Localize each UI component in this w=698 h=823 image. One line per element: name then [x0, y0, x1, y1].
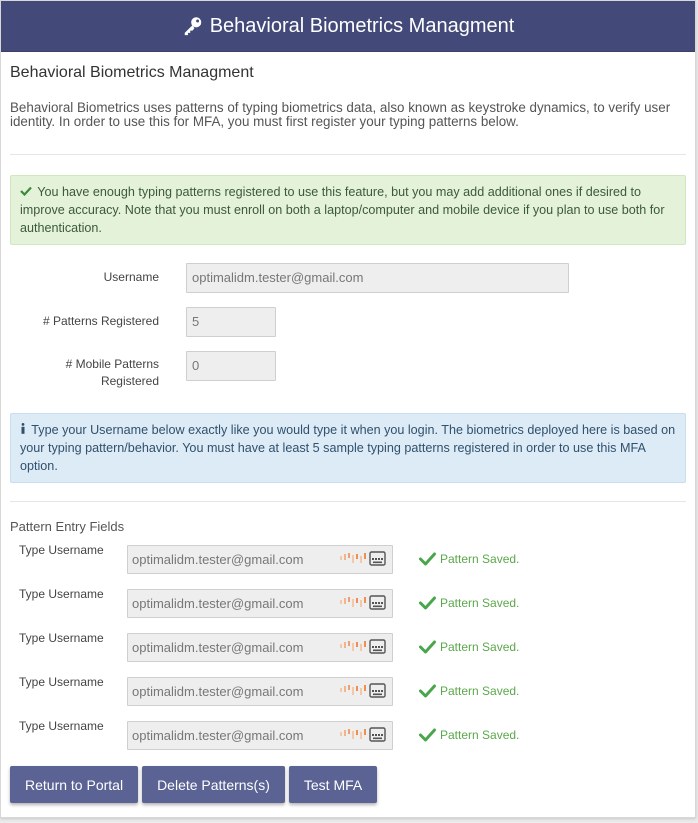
- pattern-entry-label: Type Username: [19, 719, 104, 733]
- check-icon: [419, 684, 436, 698]
- pattern-status-text: Pattern Saved.: [440, 596, 520, 610]
- check-icon: [419, 640, 436, 654]
- info-alert: [10, 413, 686, 483]
- pattern-entry-label: Type Username: [19, 631, 104, 645]
- pattern-entry-row: [10, 625, 686, 669]
- intro-text: Behavioral Biometrics uses patterns of typing biometrics data, also known as keystroke dynamics, to verify user identity. In order to use this for MFA, you must first register your typing patterns below.: [10, 100, 671, 129]
- pattern-entry-input[interactable]: [127, 633, 393, 662]
- header-title: Behavioral Biometrics Managment: [209, 14, 515, 37]
- patterns-registered-label: # Patterns Registered: [42, 314, 159, 328]
- pattern-entry-input[interactable]: [127, 589, 393, 618]
- check-icon: [419, 728, 436, 742]
- pattern-status: [419, 552, 519, 566]
- pattern-entry-row: [10, 713, 686, 757]
- pattern-entry-value: optimalidm.tester@gmail.com: [132, 595, 304, 611]
- pattern-status-text: Pattern Saved.: [440, 640, 520, 654]
- mobile-patterns-field[interactable]: 0: [186, 351, 276, 381]
- pattern-status-text: Pattern Saved.: [440, 552, 520, 566]
- pattern-entry-input[interactable]: [127, 721, 393, 750]
- pattern-entry-value: optimalidm.tester@gmail.com: [132, 639, 304, 655]
- divider: [10, 154, 686, 155]
- pattern-entry-label: Type Username: [19, 587, 104, 601]
- typing-biometrics-icon: [340, 551, 388, 567]
- patterns-registered-field[interactable]: 5: [186, 307, 276, 337]
- page-header: [1, 1, 695, 52]
- success-alert: [10, 175, 686, 245]
- pattern-entry-input[interactable]: [127, 545, 393, 574]
- pattern-entry-row: [10, 669, 686, 713]
- typing-biometrics-icon: [340, 727, 388, 743]
- mobile-patterns-label: # Mobile Patterns Registered: [65, 357, 159, 388]
- pattern-entry-row: [10, 537, 686, 581]
- main-content: [1, 64, 695, 803]
- pattern-entry-list: [10, 537, 686, 757]
- pattern-entry-title: Pattern Entry Fields: [10, 519, 125, 534]
- pattern-status: [419, 640, 519, 654]
- pattern-status: [419, 684, 519, 698]
- pattern-entry-value: optimalidm.tester@gmail.com: [132, 727, 304, 743]
- check-icon: [20, 186, 32, 196]
- pattern-entry-label: Type Username: [19, 675, 104, 689]
- info-icon: [20, 423, 26, 434]
- pattern-entry-row: [10, 581, 686, 625]
- typing-biometrics-icon: [340, 683, 388, 699]
- username-label: Username: [103, 270, 159, 284]
- divider: [10, 501, 686, 502]
- pattern-status: [419, 728, 519, 742]
- check-icon: [419, 596, 436, 610]
- check-icon: [419, 552, 436, 566]
- pattern-status: [419, 596, 519, 610]
- username-row: [10, 263, 686, 293]
- button-bar: [10, 766, 686, 803]
- pattern-status-text: Pattern Saved.: [440, 684, 520, 698]
- delete-patterns-button[interactable]: Delete Patterns(s): [142, 766, 285, 803]
- mobile-patterns-row: [10, 351, 686, 390]
- pattern-entry-value: optimalidm.tester@gmail.com: [132, 683, 304, 699]
- test-mfa-button[interactable]: Test MFA: [289, 766, 377, 803]
- info-alert-text: Type your Username below exactly like you would type it when you login. The biometrics deployed here is based on your typing pattern/behavior. You must have at least 5 sample typing patterns registered in order to use this MFA option.: [20, 423, 676, 473]
- return-to-portal-button[interactable]: Return to Portal: [10, 766, 138, 803]
- pattern-entry-value: optimalidm.tester@gmail.com: [132, 551, 304, 567]
- typing-biometrics-icon: [340, 639, 388, 655]
- pattern-status-text: Pattern Saved.: [440, 728, 520, 742]
- key-icon: [182, 15, 204, 37]
- username-field[interactable]: optimalidm.tester@gmail.com: [186, 263, 569, 293]
- page-title: Behavioral Biometrics Managment: [10, 64, 254, 81]
- pattern-entry-input[interactable]: [127, 677, 393, 706]
- patterns-registered-row: [10, 307, 686, 337]
- pattern-entry-label: Type Username: [19, 543, 104, 557]
- success-alert-text: You have enough typing patterns registered to use this feature, but you may add additional ones if desired to improve accuracy. Note that you must enroll on both a laptop/computer and mobile device if you plan to use both for authentication.: [20, 185, 665, 235]
- typing-biometrics-icon: [340, 595, 388, 611]
